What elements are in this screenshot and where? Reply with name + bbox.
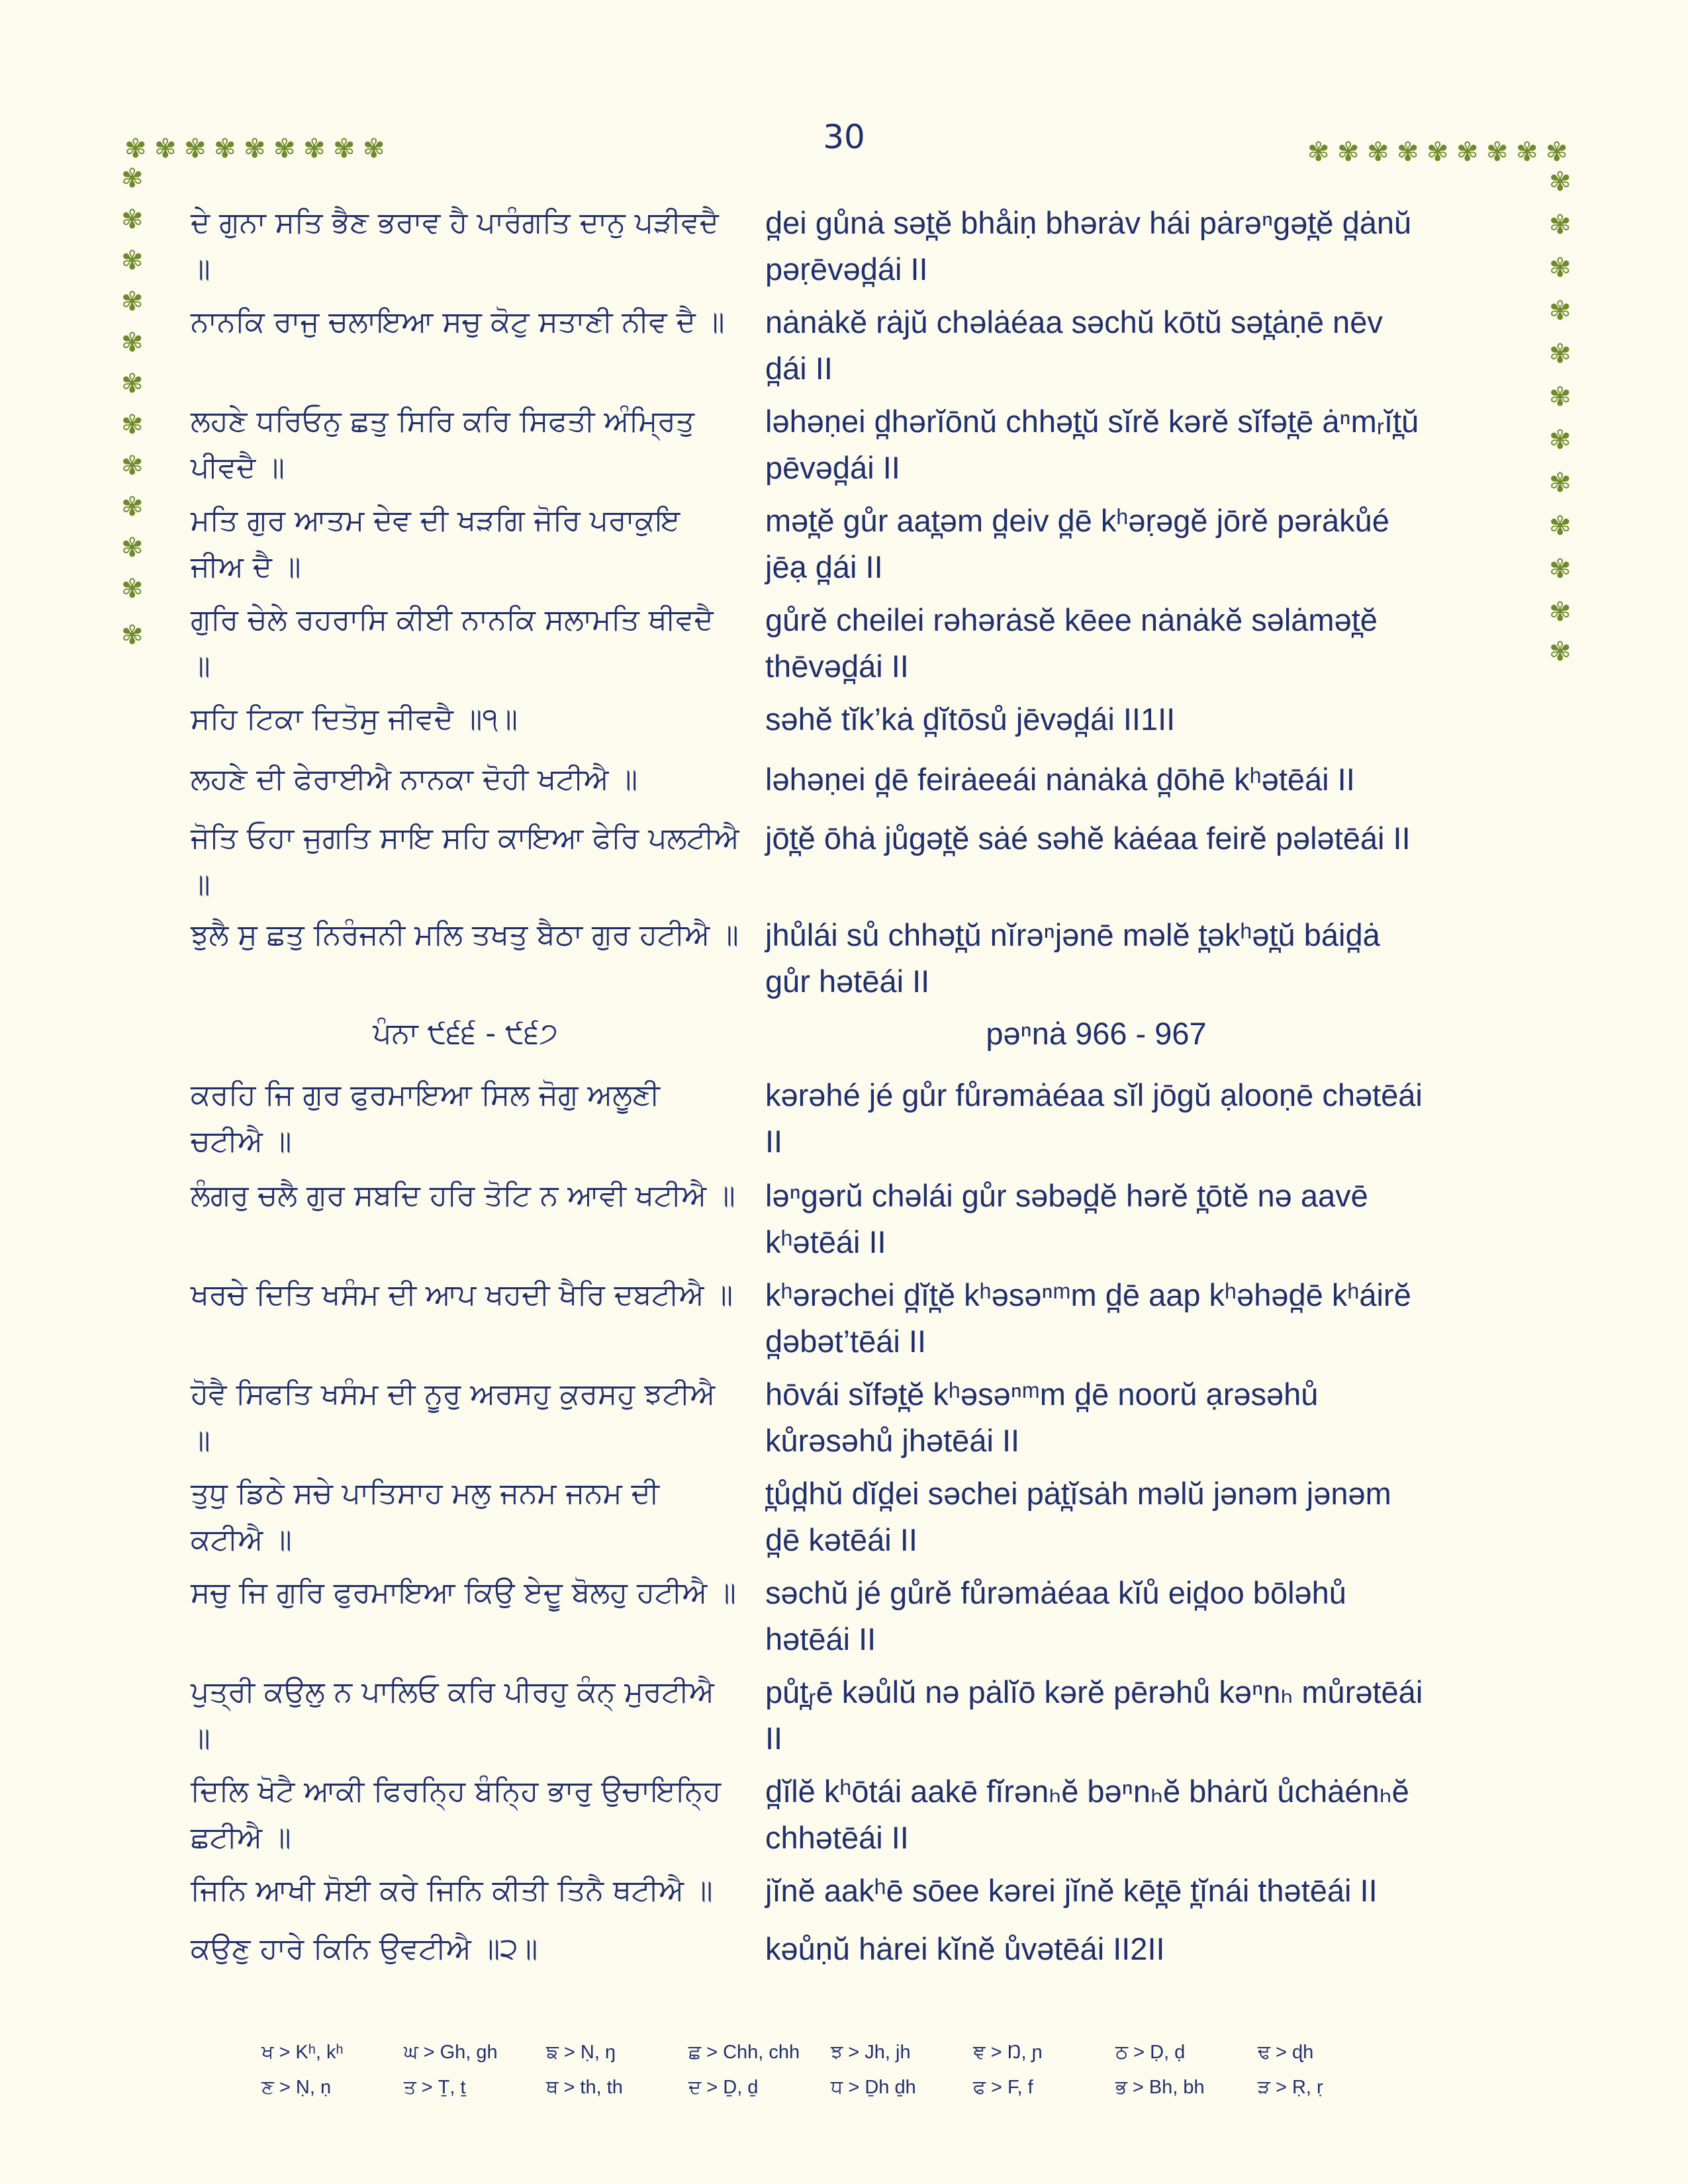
page-number: 30 <box>823 118 865 156</box>
gurmukhi-line: ਕਉਣੁ ਹਾਰੇ ਕਿਨਿ ਉਵਟੀਐ ॥੨॥ <box>191 1932 538 1966</box>
flower-icon: ✾ <box>1546 137 1568 167</box>
legend-item: ਘ > Gh, gh <box>404 2042 498 2063</box>
flower-icon: ✾ <box>1549 210 1571 240</box>
flower-icon: ✾ <box>121 620 144 651</box>
transliteration-line: mət̪ĕ gůr aat̪əm d̪eiv d̪ē kʰəṛəgĕ jōrĕ pərȧkůé jēạ d̪ái II <box>765 503 1389 584</box>
flower-icon: ✾ <box>1516 137 1538 167</box>
legend-item: ਠ > Ḍ, ḍ <box>1115 2042 1186 2063</box>
flower-icon: ✾ <box>273 134 296 164</box>
legend-item: ਙ > Ṇ, ŋ <box>546 2042 616 2063</box>
gurmukhi-line: ਲੰਗਰੁ ਚਲੈ ਗੁਰ ਸਬਦਿ ਹਰਿ ਤੋਟਿ ਨ ਆਵੀ ਖਟੀਐ ॥ <box>191 1179 735 1212</box>
gurmukhi-line: ਸਹਿ ਟਿਕਾ ਦਿਤੋਸੁ ਜੀਵਦੈ ॥੧॥ <box>191 702 518 736</box>
legend-item: ਝ > Jh, jh <box>831 2042 911 2063</box>
legend-item: ਧ > Ḏh ḏh <box>831 2077 916 2098</box>
transliteration-line: ləhəṇei d̪hərĭōnŭ chhət̪ŭ sĭrĕ kərĕ sĭfət̪ē ȧⁿmᵣĭt̪ŭ pēvəd̪ái II <box>765 404 1419 485</box>
flower-icon: ✾ <box>1549 637 1571 667</box>
gurmukhi-line: ਜਿਨਿ ਆਖੀ ਸੋਈ ਕਰੇ ਜਿਨਿ ਕੀਤੀ ਤਿਨੈ ਥਟੀਐ ॥ <box>191 1874 713 1907</box>
gurmukhi-line: ਮਤਿ ਗੁਰ ਆਤਮ ਦੇਵ ਦੀ ਖੜਗਿ ਜੋਰਿ ਪਰਾਕੁਇ ਜੀਅ ਦੈ ॥ <box>191 504 680 584</box>
transliteration-line: půt̪ᵣē kəůlŭ nə pȧlĭō kərĕ pērəhů kəⁿnₕ můrətēái II <box>765 1674 1423 1756</box>
flower-icon: ✾ <box>121 246 144 276</box>
gurmukhi-line: ਲਹਣੇ ਦੀ ਫੇਰਾਈਐ ਨਾਨਕਾ ਦੋਹੀ ਖਟੀਐ ॥ <box>191 762 638 796</box>
gurmukhi-line: ਦਿਲਿ ਖੋਟੈ ਆਕੀ ਫਿਰਨ੍ਹਿ ਬੰਨ੍ਹਿ ਭਾਰੁ ਉਚਾਇਨ੍ਹਿ ਛਟੀਐ ॥ <box>191 1774 722 1854</box>
flower-icon: ✾ <box>1549 468 1571 498</box>
transliteration-line: jĭnĕ aakʰē sōee kərei jĭnĕ kēt̪ē t̪ĭnái thətēái II <box>765 1873 1378 1908</box>
flower-icon: ✾ <box>121 205 144 235</box>
legend-item: ਤ > Ṯ, ṯ <box>404 2077 466 2098</box>
flower-icon: ✾ <box>121 574 144 604</box>
flower-icon: ✾ <box>1337 137 1360 167</box>
transliteration-line: nȧnȧkĕ rȧjŭ chəlȧéaa səchŭ kōtŭ sət̪ȧṇē nēv d̪ái II <box>765 304 1383 386</box>
flower-icon: ✾ <box>1367 137 1389 167</box>
transliteration-line: d̪ĭlĕ kʰōtái aakē fĭrənₕĕ bəⁿnₕĕ bhȧrŭ ůchȧénₕĕ chhətēái II <box>765 1774 1409 1855</box>
legend-item: ਢ > ɖh <box>1258 2042 1314 2063</box>
transliteration-line: kʰərəchei d̪ĭt̪ĕ kʰəsəⁿᵐm d̪ē aap kʰəhəd̪ē kʰáirĕ d̪əbət’tēái II <box>765 1277 1411 1359</box>
transliteration-line: jōt̪ĕ ōhȧ jůgət̪ĕ sȧé səhĕ kȧéaa feirĕ pələtēái II <box>765 821 1411 856</box>
flower-icon: ✾ <box>1549 167 1571 197</box>
transliteration-line: t̪ůd̪hŭ dĭd̪ei səchei pȧt̪ĭsȧh məlŭ jənəm jənəm d̪ē kətēái II <box>765 1476 1391 1557</box>
flower-icon: ✾ <box>121 533 144 563</box>
flower-icon: ✾ <box>1486 137 1509 167</box>
flower-icon: ✾ <box>1549 339 1571 369</box>
transliteration-line: d̪ei gůnȧ sət̪ĕ bhåiṇ bhərȧv hái pȧrəⁿgət̪ĕ d̪ȧnŭ pəṛēvəd̪ái II <box>765 205 1412 287</box>
flower-icon: ✾ <box>303 134 326 164</box>
gurmukhi-heading: ਪੰਨਾ ੯੬੬ - ੯੬੭ <box>373 1017 558 1050</box>
gurmukhi-line: ਕਰਹਿ ਜਿ ਗੁਰ ਫੁਰਮਾਇਆ ਸਿਲ ਜੋਗੁ ਅਲੂਣੀ ਚਟੀਐ ॥ <box>191 1078 660 1158</box>
gurmukhi-line: ਝੁਲੈ ਸੁ ਛਤੁ ਨਿਰੰਜਨੀ ਮਲਿ ਤਖਤੁ ਬੈਠਾ ਗੁਰ ਹਟੀਐ ॥ <box>191 918 739 952</box>
flower-icon: ✾ <box>154 134 177 164</box>
legend-item: ਦ > Ḏ, ḏ <box>688 2077 759 2098</box>
gurmukhi-line: ਜੋਤਿ ਓਹਾ ਜੁਗਤਿ ਸਾਇ ਸਹਿ ਕਾਇਆ ਫੇਰਿ ਪਲਟੀਐ ॥ <box>191 821 739 901</box>
gurmukhi-line: ਪੁਤ੍ਰੀ ਕਉਲੁ ਨ ਪਾਲਿਓ ਕਰਿ ਪੀਰਹੁ ਕੰਨ੍ ਮੁਰਟੀਐ ॥ <box>191 1675 714 1755</box>
gurmukhi-line: ਗੁਰਿ ਚੇਲੇ ਰਹਰਾਸਿ ਕੀਈ ਨਾਨਕਿ ਸਲਾਮਤਿ ਥੀਵਦੈ ॥ <box>191 603 714 683</box>
flower-icon: ✾ <box>121 369 144 399</box>
flower-icon: ✾ <box>121 492 144 522</box>
flower-icon: ✾ <box>1307 137 1330 167</box>
flower-icon: ✾ <box>1456 137 1479 167</box>
transliteration-line: səchŭ jé gůrĕ fůrəmȧéaa kĭů eid̪oo bōləhů hətēái II <box>765 1575 1346 1657</box>
transliteration-legend <box>261 2077 1453 2099</box>
transliteration-line: hōvái sĭfət̪ĕ kʰəsəⁿᵐm d̪ē noorŭ ạrəsəhů kůrəsəhů jhətēái II <box>765 1377 1319 1458</box>
gurmukhi-line: ਹੋਵੈ ਸਿਫਤਿ ਖਸੰਮ ਦੀ ਨੂਰੁ ਅਰਸਹੁ ਕੁਰਸਹੁ ਝਟੀਐ ॥ <box>191 1377 716 1457</box>
flower-icon: ✾ <box>1549 296 1571 326</box>
flower-icon: ✾ <box>214 134 236 164</box>
gurmukhi-line: ਨਾਨਕਿ ਰਾਜੁ ਚਲਾਇਆ ਸਚੁ ਕੋਟੁ ਸਤਾਣੀ ਨੀਵ ਦੈ ॥ <box>191 305 725 339</box>
flower-icon: ✾ <box>121 328 144 358</box>
flower-icon: ✾ <box>363 134 385 164</box>
legend-item: ਭ > Bh, bh <box>1115 2077 1205 2098</box>
transliteration-line: jhůlái sů chhət̪ŭ nĭrəⁿjənē məlĕ t̪əkʰət̪ŭ báid̪ȧ gůr hətēái II <box>765 917 1380 999</box>
legend-item: ਥ > th, th <box>546 2077 623 2098</box>
legend-item: ਛ > Chh, chh <box>688 2042 800 2063</box>
legend-item: ਞ > Ŋ, ɲ <box>973 2042 1043 2063</box>
flower-icon: ✾ <box>121 287 144 317</box>
legend-item: ਣ > Ṇ, ṇ <box>261 2077 332 2098</box>
gurmukhi-line: ਤੁਧੁ ਡਿਠੇ ਸਚੇ ਪਾਤਿਸਾਹ ਮਲੁ ਜਨਮ ਜਨਮ ਦੀ ਕਟੀਐ ॥ <box>191 1477 660 1557</box>
flower-icon: ✾ <box>1427 137 1449 167</box>
transliteration-line: ləhəṇei d̪ē feirȧeeái nȧnȧkȧ d̪ōhē kʰətēái II <box>765 762 1355 797</box>
flower-icon: ✾ <box>184 134 207 164</box>
flower-icon: ✾ <box>121 163 144 194</box>
transliteration-line: səhĕ tĭk’kȧ d̪ĭtōsů jēvəd̪ái II1II <box>765 702 1176 737</box>
transliteration-line: gůrĕ cheilei rəhərȧsĕ kēee nȧnȧkĕ səlȧmət̪ĕ thēvəd̪ái II <box>765 602 1378 684</box>
flower-icon: ✾ <box>333 134 355 164</box>
flower-icon: ✾ <box>1549 382 1571 412</box>
gurmukhi-line: ਲਹਣੇ ਧਰਿਓਨੁ ਛਤੁ ਸਿਰਿ ਕਰਿ ਸਿਫਤੀ ਅੰਮ੍ਰਿਤੁ ਪੀਵਦੈ ॥ <box>191 404 694 484</box>
flower-icon: ✾ <box>1549 425 1571 455</box>
flower-icon: ✾ <box>1549 253 1571 283</box>
transliteration-heading: pəⁿnȧ 966 - 967 <box>986 1016 1207 1051</box>
transliteration-line: kəůṇŭ hȧrei kĭnĕ ůvətēái II2II <box>765 1931 1165 1966</box>
flower-icon: ✾ <box>1397 137 1419 167</box>
transliteration-line: kərəhé jé gůr fůrəmȧéaa sĭl jōgŭ ạlooṇē chətēái II <box>765 1077 1423 1159</box>
legend-item: ਖ > Kʰ, kʰ <box>261 2042 344 2063</box>
gurmukhi-line: ਸਚੁ ਜਿ ਗੁਰਿ ਫੁਰਮਾਇਆ ਕਿਉ ਏਦੂ ਬੋਲਹੁ ਹਟੀਐ ॥ <box>191 1576 736 1610</box>
gurmukhi-line: ਖਰਚੇ ਦਿਤਿ ਖਸੰਮ ਦੀ ਆਪ ਖਹਦੀ ਖੈਰਿ ਦਬਟੀਐ ॥ <box>191 1278 733 1312</box>
flower-icon: ✾ <box>1549 554 1571 584</box>
legend-item: ਫ > F, f <box>973 2077 1033 2098</box>
transliteration-line: ləⁿgərŭ chəlái gůr səbəd̪ĕ hərĕ t̪ōtĕ nə aavē kʰətēái II <box>765 1178 1368 1259</box>
transliteration-legend <box>261 2042 1453 2064</box>
flower-icon: ✾ <box>121 410 144 440</box>
gurmukhi-line: ਦੇ ਗੁਨਾ ਸਤਿ ਭੈਣ ਭਰਾਵ ਹੈ ਪਾਰੰਗਤਿ ਦਾਨੁ ਪੜੀਵਦੈ ॥ <box>191 206 719 286</box>
flower-icon: ✾ <box>1549 597 1571 627</box>
legend-item: ੜ > Ṛ, ṛ <box>1258 2077 1323 2098</box>
flower-icon: ✾ <box>1549 511 1571 541</box>
flower-icon: ✾ <box>124 134 147 164</box>
flower-icon: ✾ <box>121 451 144 481</box>
flower-icon: ✾ <box>244 134 266 164</box>
